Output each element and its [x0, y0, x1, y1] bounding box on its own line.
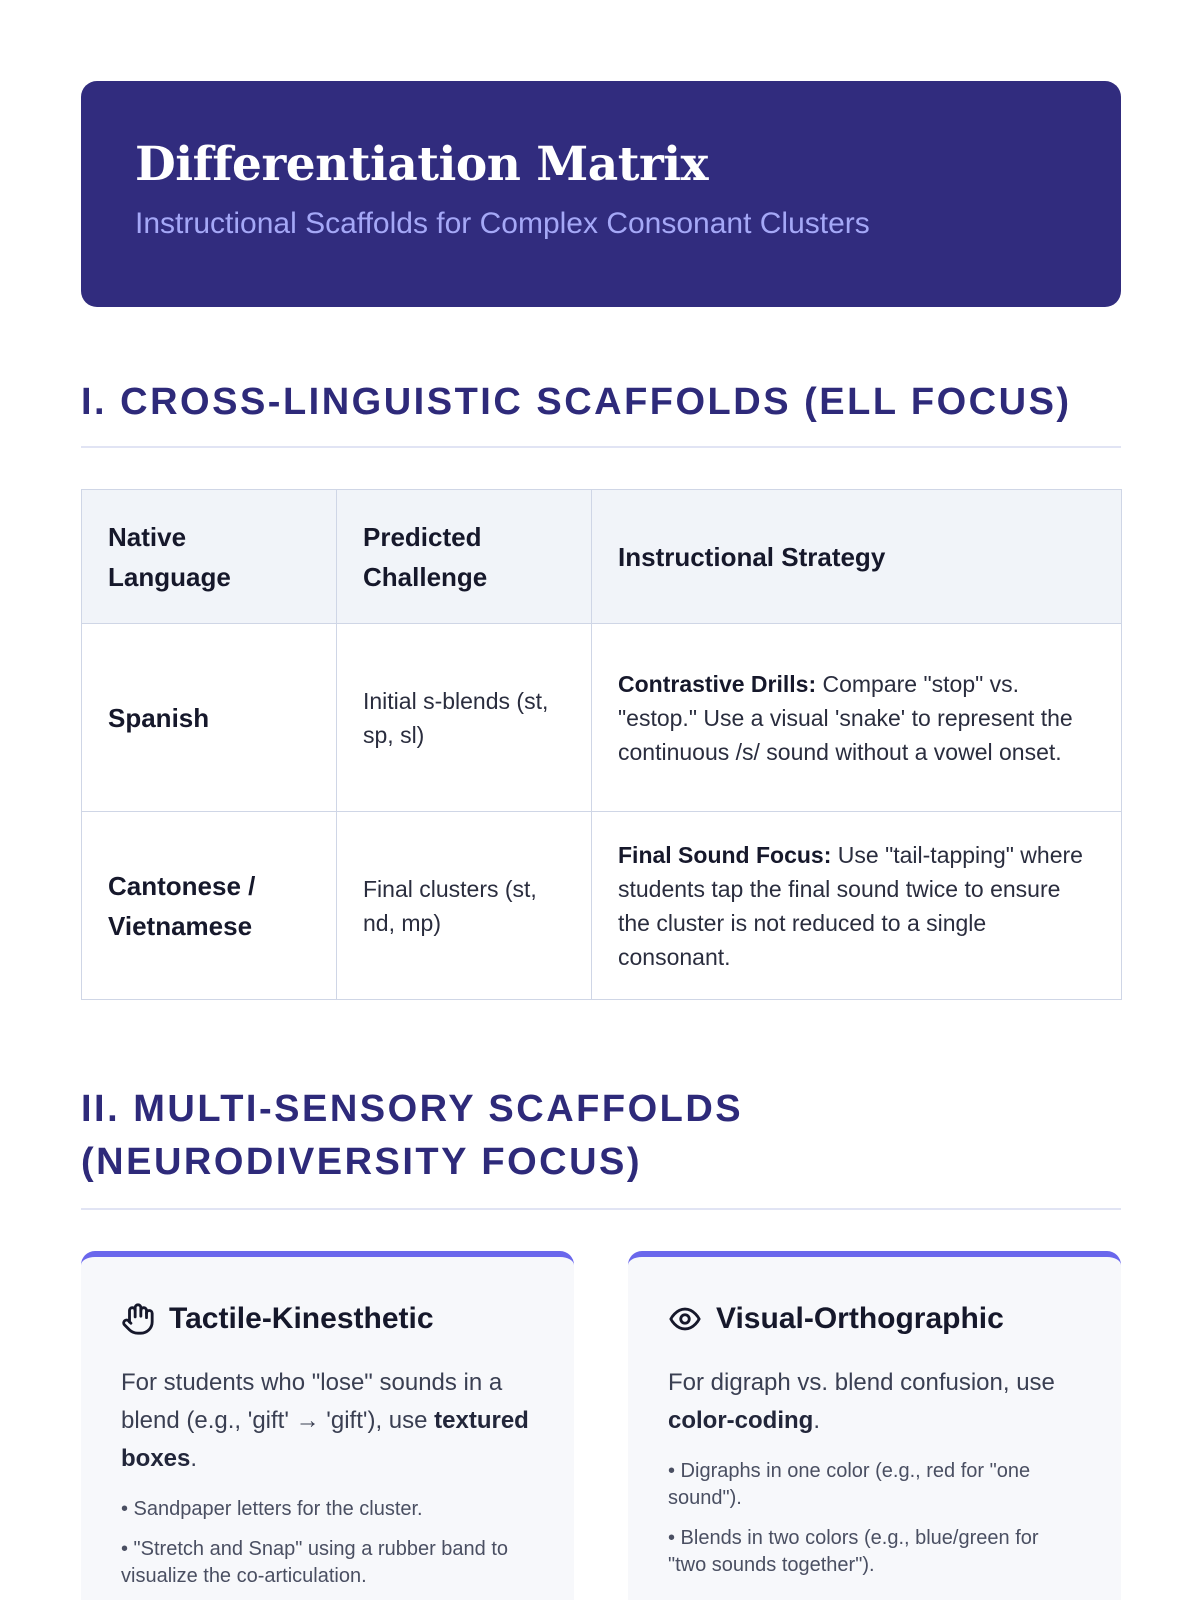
column-header: Instructional Strategy: [592, 490, 1122, 624]
table-row: [82, 624, 1122, 812]
card-header: [121, 1302, 534, 1336]
card-emphasis: textured boxes: [121, 1407, 529, 1472]
document: [81, 81, 1121, 1600]
card-text: .: [190, 1445, 198, 1472]
card-description: [121, 1364, 534, 1478]
page-subtitle: Instructional Scaffolds for Complex Consonant Clusters: [135, 207, 870, 240]
card-tactile-kinesthetic: [81, 1251, 574, 1600]
card-bullet-list: [668, 1458, 1081, 1579]
predicted-challenge-cell: Final clusters (st, nd, mp): [337, 812, 592, 1000]
card-text: For digraph vs. blend confusion, use: [668, 1369, 1055, 1396]
list-item: • Blends in two colors (e.g., blue/green for "two sounds together").: [668, 1527, 1039, 1576]
card-description: [668, 1364, 1081, 1440]
header-banner: [81, 81, 1121, 307]
strategy-text: Compare "stop" vs. "estop." Use a visual 'snake' to represent the continuous /s/ sound without a vowel onset.: [618, 670, 1073, 765]
native-language-cell: Cantonese / Vietnamese: [82, 812, 337, 1000]
page-title: Differentiation Matrix: [135, 137, 709, 192]
list-item: • "Stretch and Snap" using a rubber band to visualize the co-articulation.: [121, 1538, 509, 1587]
predicted-challenge-cell: Initial s-blends (st, sp, sl): [337, 624, 592, 812]
section-2-heading: II. MULTI-SENSORY SCAFFOLDS (NEURODIVERSITY FOCUS): [81, 1088, 744, 1183]
cross-linguistic-table: [81, 489, 1122, 1000]
scaffold-cards: [81, 1251, 1121, 1600]
section-1-heading: I. CROSS-LINGUISTIC SCAFFOLDS (ELL FOCUS): [81, 381, 1072, 423]
card-bullet-list: [121, 1496, 534, 1590]
strategy-cell: [592, 812, 1122, 1000]
card-title: Tactile-Kinesthetic: [169, 1302, 434, 1335]
card-text: .: [813, 1407, 820, 1434]
section-divider: [81, 1208, 1121, 1210]
strategy-label: Contrastive Drills:: [618, 670, 817, 697]
card-text: For students who "lose" sounds in a blend (e.g., 'gift' → 'gift'), use: [121, 1369, 503, 1434]
hand-icon: [121, 1302, 155, 1336]
section-divider: [81, 446, 1121, 448]
strategy-cell: [592, 624, 1122, 812]
table-row: [82, 812, 1122, 1000]
table-header-row: [82, 490, 1122, 624]
card-visual-orthographic: [628, 1251, 1121, 1600]
eye-icon: [668, 1302, 702, 1336]
strategy-text: Use "tail-tapping" where students tap the final sound twice to ensure the cluster is not reduced to a single consonant.: [618, 841, 1083, 970]
card-title: Visual-Orthographic: [716, 1302, 1004, 1335]
strategy-label: Final Sound Focus:: [618, 841, 832, 868]
column-header: Predicted Challenge: [337, 490, 592, 624]
native-language-cell: Spanish: [82, 624, 337, 812]
card-emphasis: color-coding: [668, 1407, 814, 1434]
list-item: • Sandpaper letters for the cluster.: [121, 1498, 423, 1520]
section-1-header: [81, 376, 1121, 446]
card-header: [668, 1302, 1081, 1336]
column-header: Native Language: [82, 490, 337, 624]
section-2-header: [81, 1083, 1121, 1208]
list-item: • Digraphs in one color (e.g., red for "one sound").: [668, 1460, 1031, 1509]
